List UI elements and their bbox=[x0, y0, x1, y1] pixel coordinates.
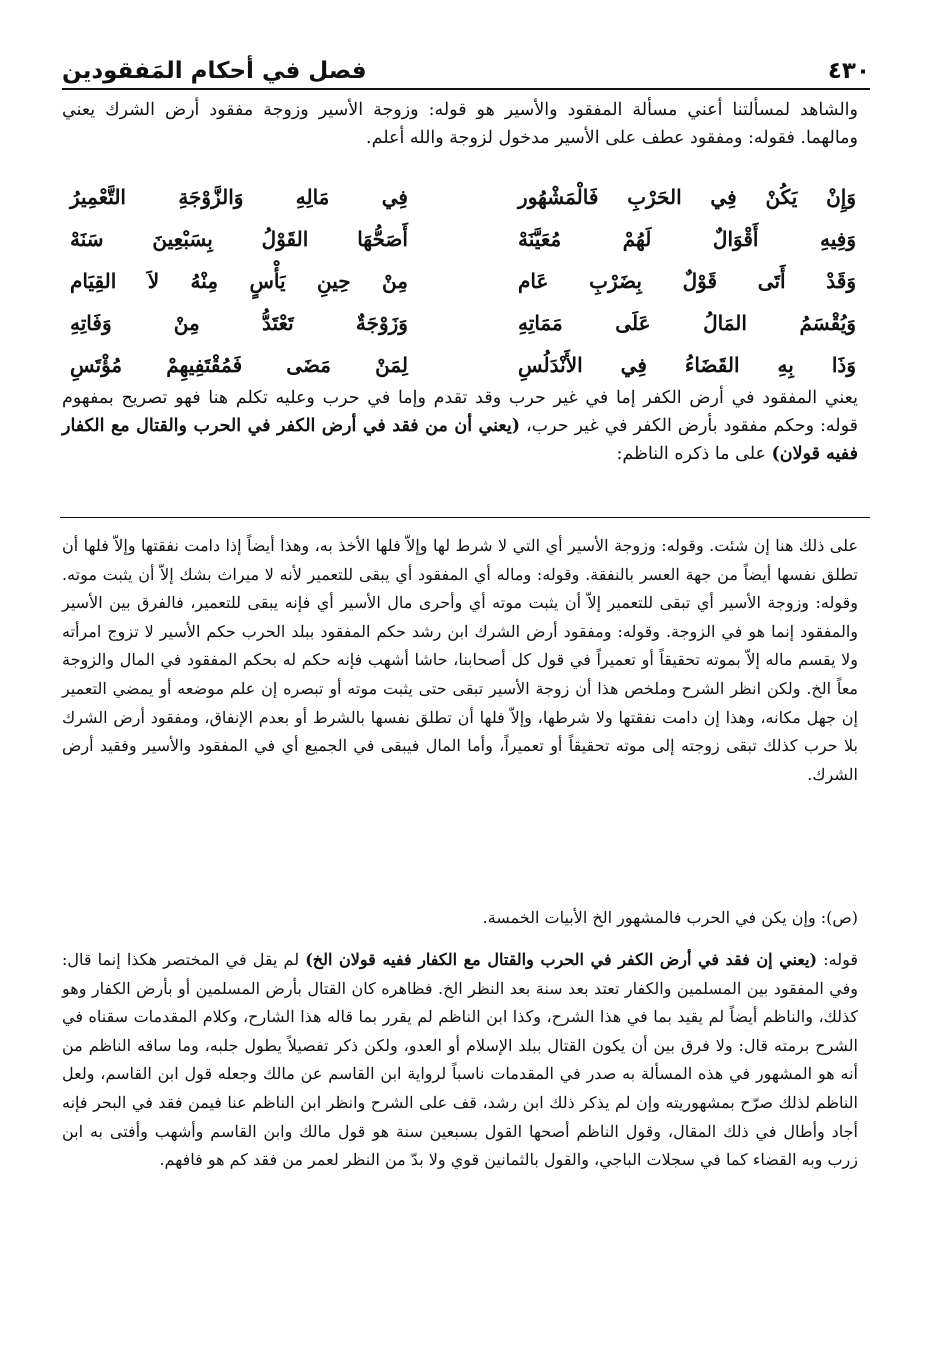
margin-note-verse-ref: (ص): وإن يكن في الحرب فالمشهور الخ الأبيات الخمسة. bbox=[482, 908, 858, 927]
verse-first-hemistich: وَإِنْ يَكُنْ فِي الحَرْبِ فَالْمَشْهُور bbox=[518, 185, 856, 209]
poem-verse bbox=[70, 302, 856, 344]
poem-verse bbox=[70, 344, 856, 386]
commentary-text-end: على ما ذكره الناظم: bbox=[616, 444, 772, 464]
margin-note-paragraph: على ذلك هنا إن شئت. وقوله: وزوجة الأسير أي التي لا شرط لها وإلاّ فلها الأخذ به، وهذا أيضاً إذا دامت نفقتها وإلاّ فلها أن تطلق نفسها أيضاً من جهة العسر بالنفقة. وقوله: وماله أي المفقود أي يبقى للتعمير لأنه لا ميراث بشك إلاّ أن يثبت موته. وقوله: وزوجة الأسير أي تبقى للتعمير إلاّ أن يثبت موته أي وأحرى مال الأسير أي فإنه يبقى للتعمير، فالفرق بين الأسير والمفقود إنما هو في الزوجة. وقوله: ومفقود أرض الشرك ابن رشد حكم المفقود ببلد الحرب حكم الأسير لا تزوج امرأته ولا يقسم ماله إلاّ بموته تحقيقاً أو تعميراً في قول كل أصحابنا، حاشا أشهب فإنه حكم له بحكم المفقود في المال والزوجة معاً الخ. ولكن انظر الشرح وملخص هذا أن زوجة الأسير تبقى حتى يثبت موته أو تبصره إن علم موضعه أو يمضي التعمير إن جهل مكانه، وهذا إن دامت نفقتها ولا شرطها، وإلاّ فلها أن تطلق نفسها بالشرط أو بعدم الإنفاق، ومفقود أرض الشرك بلا حرب كذلك تبقى زوجته إلى موته تحقيقاً أو تعميراً، وأما المال فيبقى في الجميع أي في المفقود والأسير وفقيد أرض الشرك. bbox=[62, 536, 859, 784]
verse-second-hemistich: مِنْ حِينِ يَأْسٍ مِنْهُ لاَ القِيَام bbox=[70, 269, 408, 293]
verse-first-hemistich: وَذَا بِهِ القَضَاءُ فِي الأَنْدَلُسِ bbox=[518, 353, 856, 377]
verse-second-hemistich: فِي مَالِهِ وَالزَّوْجَةِ التَّعْمِيرُ bbox=[70, 185, 408, 209]
commentary-text: يعني المفقود في أرض الكفر إما في غير حرب وقد تقدم وإما في حرب وعليه تكلم هنا فهو تصريح بمفهوم قوله: وحكم مفقود بأرض الكفر في غير حرب، bbox=[62, 388, 858, 436]
poem-verse bbox=[70, 260, 856, 302]
note-quoted-text: (يعني إن فقد في أرض الكفر في الحرب والقتال مع الكفار ففيه قولان الخ) bbox=[305, 950, 818, 969]
verse-second-hemistich: وَزَوْجَةٌ تَعْتَدُّ مِنْ وَفَاتِهِ bbox=[70, 311, 408, 335]
header-rule bbox=[62, 88, 870, 90]
note-body: لم يقل في المختصر هكذا إنما قال: وفي المفقود بين المسلمين والكفار تعتد بعد سنة بعد النظر الخ. فظاهره كان القتال بأرض المسلمين أو بأرض الكفار وهو كذلك، والناظم أيضاً لم يقيد بما في هذا الشرح، وكذا ابن الناظم لم يقرر بما قاله هذا الشارح، وكلام المقدمات سقناه في الشرح برمته قال: ولا فرق بين أن يكون القتال ببلد الإسلام أو العدو، ولكن ذكر تفصيلاً يطول جلبه، وما ساقه الناظم من أنه هو المشهور في هذه المسألة به صدر في المقدمات ناسباً لرواية ابن القاسم عن مالك وجعله قول ابن القاسم، ولعل الناظم لذلك صرّح بمشهوريته وإن لم يذكر ذلك ابن رشد، قف على الشرح وانظر ابن الناظم عنا فيمن فقد في البحر فإنه أجاد وأطال في ذلك المقال، وقول الناظم أصحها القول بسبعين سنة هو قول مالك وابن القاسم وأشهب وأفتى به ابن زرب وبه القضاء كما في سجلات الباجي، والقول بالثمانين قوي ولا بدّ من النظر لعمر من فقد كم هو فافهم. bbox=[62, 950, 859, 1170]
poem-verse bbox=[70, 218, 856, 260]
main-text-commentary bbox=[62, 384, 858, 468]
verse-first-hemistich: وَقَدْ أَتَى قَوْلٌ بِضَرْبِ عَام bbox=[518, 269, 856, 293]
poem-verse bbox=[70, 176, 856, 218]
main-text-intro: والشاهد لمسألتنا أعني مسألة المفقود والأسير هو قوله: وزوجة الأسير وزوجة مفقود أرض الشرك يعني ومالهما. فقوله: ومفقود عطف على الأسير مدخول لزوجة والله أعلم. bbox=[62, 100, 858, 148]
chapter-title: فصل في أحكام المَفقودين bbox=[62, 58, 367, 84]
page-header bbox=[62, 44, 870, 84]
verse-second-hemistich: أَصَحُّهَا القَوْلُ بِسَبْعِينَ سَنَهْ bbox=[70, 227, 408, 251]
footnote-divider bbox=[60, 517, 870, 518]
note-lead: قوله: bbox=[817, 950, 858, 969]
margin-note-paragraph bbox=[62, 946, 858, 1175]
commentary-quoted-text: (يعني أن من فقد في أرض الكفر في الحرب والقتال مع الكفار ففيه قولان) bbox=[62, 416, 858, 464]
verse-first-hemistich: وَفِيهِ أَقْوَالٌ لَهُمْ مُعَيَّنَهْ bbox=[518, 227, 856, 251]
verse-second-hemistich: لِمَنْ مَضَى فَمُقْتَفِيهِمْ مُؤْتَسِ bbox=[70, 353, 408, 377]
poem bbox=[70, 176, 856, 386]
page-number: ٤٣٠ bbox=[827, 58, 870, 84]
verse-first-hemistich: وَيُقْسَمُ المَالُ عَلَى مَمَاتِهِ bbox=[518, 311, 856, 335]
